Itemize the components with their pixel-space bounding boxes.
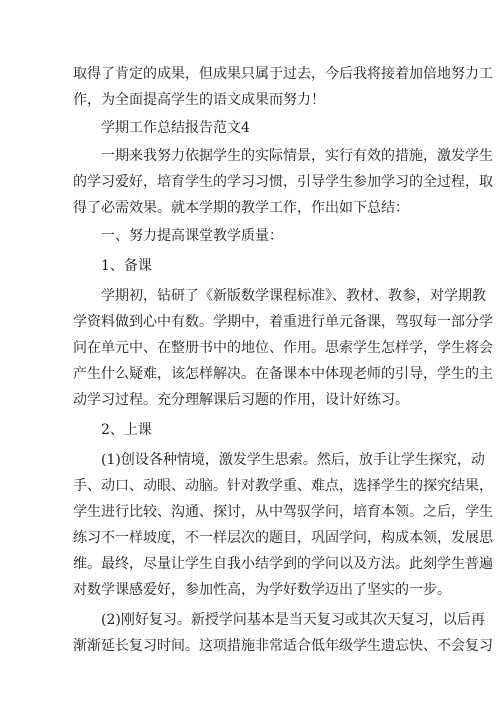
paragraph-line: 维。最终，尽量让学生自我小结学到的学问以及方法。此刻学生普遍 <box>73 556 493 572</box>
paragraph-line: (1)创设各种情境，激发学生思索。然后，放手让学生探究，动 <box>101 452 485 468</box>
section-heading: 学期工作总结报告范文4 <box>101 120 250 136</box>
paragraph-line: 取得了肯定的成果，但成果只属于过去，今后我将接着加倍地努力工 <box>73 66 493 82</box>
paragraph-line: 学资料做到心中有数。学期中，着重进行单元备课，驾驭每一部分学 <box>73 314 493 330</box>
paragraph-line: 一期来我努力依据学生的实际情景，实行有效的措施，激发学生 <box>101 148 493 164</box>
paragraph-line: 对数学课感爱好，参加性高，为学好数学迈出了坚实的一步。 <box>73 582 451 598</box>
paragraph-line: (2)刚好复习。新授学问基本是当天复习或其次天复习，以后再 <box>101 612 485 628</box>
paragraph-line: 动学习过程。充分理解课后习题的作用，设计好练习。 <box>73 392 409 408</box>
paragraph-line: 作，为全面提高学生的语文成果而努力！ <box>73 92 325 108</box>
paragraph-line: 得了必需效果。就本学期的教学工作，作出如下总结： <box>73 200 409 216</box>
paragraph-line: 产生什么疑难，该怎样解决。在备课本中体现老师的引导，学生的主 <box>73 366 493 382</box>
subsection-heading: 一、努力提高课堂教学质量： <box>101 228 283 244</box>
paragraph-line: 渐渐延长复习时间。这项措施非常适合低年级学生遗忘快、不会复习 <box>73 638 493 654</box>
paragraph-line: 学生进行比较、沟通、探讨，从中驾驭学问，培育本领。之后，学生 <box>73 504 493 520</box>
paragraph-line: 手、动口、动眼、动脑。针对教学重、难点，选择学生的探究结果， <box>73 478 493 494</box>
paragraph-line: 练习不一样坡度，不一样层次的题目，巩固学问，构成本领，发展思 <box>73 530 493 546</box>
paragraph-line: 的学习爱好，培育学生的学习习惯，引导学生参加学习的全过程，取 <box>73 174 493 190</box>
subsection-heading: 2、上课 <box>101 422 152 438</box>
paragraph-line: 问在单元中、在整册书中的地位、作用。思索学生怎样学，学生将会 <box>73 340 493 356</box>
subsection-heading: 1、备课 <box>101 258 152 274</box>
paragraph-line: 学期初，钻研了《新版数学课程标准》、教材、教参，对学期教 <box>101 288 486 304</box>
